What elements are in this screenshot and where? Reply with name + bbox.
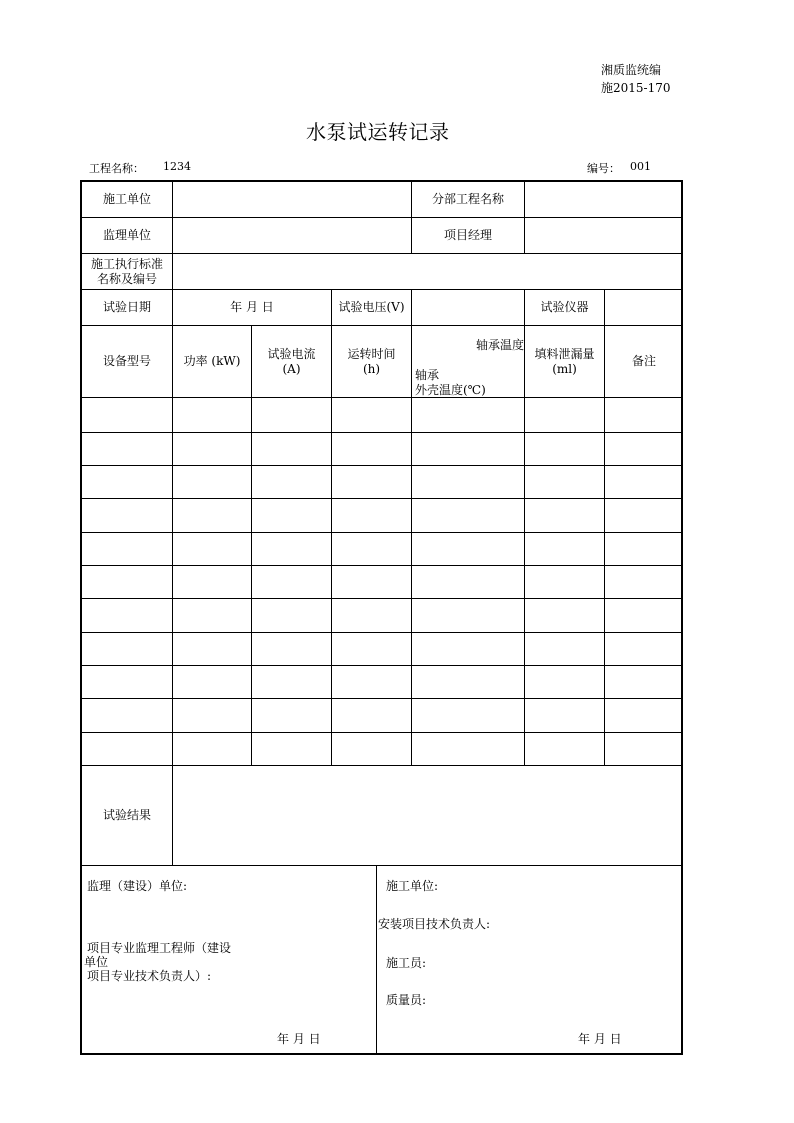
cell-leak[interactable]	[525, 533, 604, 565]
cell-runtime[interactable]	[332, 733, 411, 765]
cell-leak[interactable]	[525, 566, 604, 598]
supervision-unit-label: 监理单位	[102, 228, 151, 242]
qc-label: 质量员:	[386, 993, 427, 1007]
supervisor-signature-line1: 项目专业监理工程师（建设	[87, 941, 232, 955]
cell-current[interactable]	[252, 566, 331, 598]
construction-date: 年 月 日	[578, 1032, 622, 1046]
cell-leak[interactable]	[525, 398, 604, 432]
cell-bearing-temp[interactable]	[412, 699, 524, 732]
cell-runtime[interactable]	[332, 533, 411, 565]
col-header-bearing-temp	[412, 326, 524, 397]
tech-lead-label: 安装项目技术负责人:	[378, 917, 491, 931]
cell-remark[interactable]	[605, 733, 683, 765]
construction-unit-sign-label: 施工单位:	[386, 879, 439, 893]
cell-power[interactable]	[173, 398, 251, 432]
col-header-leak: 填料泄漏量 (ml)	[534, 346, 595, 376]
cell-bearing-temp[interactable]	[412, 398, 524, 432]
supervision-unit-sign-label: 监理（建设）单位:	[87, 879, 188, 893]
cell-runtime[interactable]	[332, 699, 411, 732]
cell-current[interactable]	[252, 466, 331, 498]
test-instrument-label: 试验仪器	[540, 300, 589, 314]
cell-power[interactable]	[173, 566, 251, 598]
cell-power[interactable]	[173, 633, 251, 665]
cell-leak[interactable]	[525, 633, 604, 665]
standard-field[interactable]	[173, 254, 683, 289]
bearing-temp-title: 轴承温度	[475, 338, 524, 352]
cell-current[interactable]	[252, 433, 331, 465]
cell-remark[interactable]	[605, 699, 683, 732]
cell-bearing-temp[interactable]	[412, 566, 524, 598]
cell-leak[interactable]	[525, 499, 604, 532]
cell-current[interactable]	[252, 733, 331, 765]
test-instrument-field[interactable]	[605, 290, 683, 325]
test-date-field[interactable]: 年 月 日	[230, 300, 274, 314]
standard-label: 施工执行标准 名称及编号	[90, 256, 163, 286]
test-result-label: 试验结果	[102, 808, 151, 822]
cell-current[interactable]	[252, 599, 331, 632]
cell-model[interactable]	[82, 466, 172, 498]
form-code-line1: 湘质监统编	[601, 63, 662, 77]
cell-current[interactable]	[252, 633, 331, 665]
project-name-label: 工程名称：	[89, 162, 144, 175]
supervision-date: 年 月 日	[277, 1032, 321, 1046]
cell-model[interactable]	[82, 733, 172, 765]
cell-power[interactable]	[173, 499, 251, 532]
cell-model[interactable]	[82, 533, 172, 565]
cell-power[interactable]	[173, 599, 251, 632]
cell-runtime[interactable]	[332, 499, 411, 532]
col-header-remark: 备注	[631, 354, 656, 368]
cell-current[interactable]	[252, 398, 331, 432]
cell-model[interactable]	[82, 398, 172, 432]
cell-current[interactable]	[252, 499, 331, 532]
form-code-line2: 施2015-170	[601, 81, 671, 95]
cell-power[interactable]	[173, 533, 251, 565]
cell-power[interactable]	[173, 433, 251, 465]
cell-remark[interactable]	[605, 599, 683, 632]
cell-leak[interactable]	[525, 699, 604, 732]
cell-current[interactable]	[252, 699, 331, 732]
cell-leak[interactable]	[525, 733, 604, 765]
cell-current[interactable]	[252, 666, 331, 698]
cell-leak[interactable]	[525, 599, 604, 632]
cell-runtime[interactable]	[332, 599, 411, 632]
cell-power[interactable]	[173, 666, 251, 698]
page-title: 水泵试运转记录	[306, 120, 450, 144]
supervisor-signature-line3: 项目专业技术负责人）:	[87, 969, 212, 983]
cell-runtime[interactable]	[332, 566, 411, 598]
test-date-label: 试验日期	[102, 300, 151, 314]
col-header-model: 设备型号	[102, 354, 151, 368]
project-manager-label: 项目经理	[443, 228, 492, 242]
cell-remark[interactable]	[605, 666, 683, 698]
cell-model[interactable]	[82, 433, 172, 465]
cell-bearing-temp[interactable]	[412, 599, 524, 632]
cell-remark[interactable]	[605, 533, 683, 565]
construction-unit-label: 施工单位	[102, 192, 151, 206]
row-divider	[82, 865, 683, 866]
cell-remark[interactable]	[605, 433, 683, 465]
sub-project-field[interactable]	[525, 182, 683, 217]
cell-runtime[interactable]	[332, 666, 411, 698]
cell-power[interactable]	[173, 466, 251, 498]
number-label: 编号：	[587, 162, 620, 175]
cell-remark[interactable]	[605, 466, 683, 498]
cell-model[interactable]	[82, 699, 172, 732]
col-divider	[376, 865, 377, 1055]
cell-bearing-temp[interactable]	[412, 733, 524, 765]
test-voltage-label: 试验电压(V)	[338, 300, 405, 314]
cell-bearing-temp[interactable]	[412, 633, 524, 665]
cell-runtime[interactable]	[332, 466, 411, 498]
sub-project-label: 分部工程名称	[431, 192, 504, 206]
cell-remark[interactable]	[605, 398, 683, 432]
cell-power[interactable]	[173, 699, 251, 732]
construction-unit-field[interactable]	[173, 182, 411, 217]
bearing-temp-sub1: 轴承	[415, 368, 440, 382]
cell-leak[interactable]	[525, 666, 604, 698]
cell-current[interactable]	[252, 533, 331, 565]
cell-remark[interactable]	[605, 633, 683, 665]
supervisor-signature-line2: 单位	[84, 955, 109, 969]
number-value: 001	[630, 160, 651, 173]
cell-model[interactable]	[82, 599, 172, 632]
cell-remark[interactable]	[605, 499, 683, 532]
cell-bearing-temp[interactable]	[412, 533, 524, 565]
cell-model[interactable]	[82, 666, 172, 698]
cell-runtime[interactable]	[332, 633, 411, 665]
cell-leak[interactable]	[525, 466, 604, 498]
cell-remark[interactable]	[605, 566, 683, 598]
cell-leak[interactable]	[525, 433, 604, 465]
cell-model[interactable]	[82, 499, 172, 532]
cell-model[interactable]	[82, 566, 172, 598]
cell-bearing-temp[interactable]	[412, 466, 524, 498]
supervision-unit-field[interactable]	[173, 218, 411, 253]
record-form	[80, 180, 683, 1055]
cell-bearing-temp[interactable]	[412, 499, 524, 532]
cell-bearing-temp[interactable]	[412, 433, 524, 465]
test-voltage-field[interactable]	[412, 290, 524, 325]
test-result-field[interactable]	[173, 766, 683, 865]
col-header-power: 功率 (kW)	[183, 354, 241, 368]
col-header-current: 试验电流 (A)	[267, 346, 316, 376]
project-name-value: 1234	[163, 160, 191, 173]
cell-runtime[interactable]	[332, 398, 411, 432]
worker-label: 施工员:	[386, 956, 427, 970]
cell-bearing-temp[interactable]	[412, 666, 524, 698]
col-header-runtime: 运转时间 (h)	[347, 346, 396, 376]
project-manager-field[interactable]	[525, 218, 683, 253]
cell-runtime[interactable]	[332, 433, 411, 465]
cell-model[interactable]	[82, 633, 172, 665]
bearing-temp-sub2: 外壳温度(℃)	[415, 383, 486, 397]
cell-power[interactable]	[173, 733, 251, 765]
